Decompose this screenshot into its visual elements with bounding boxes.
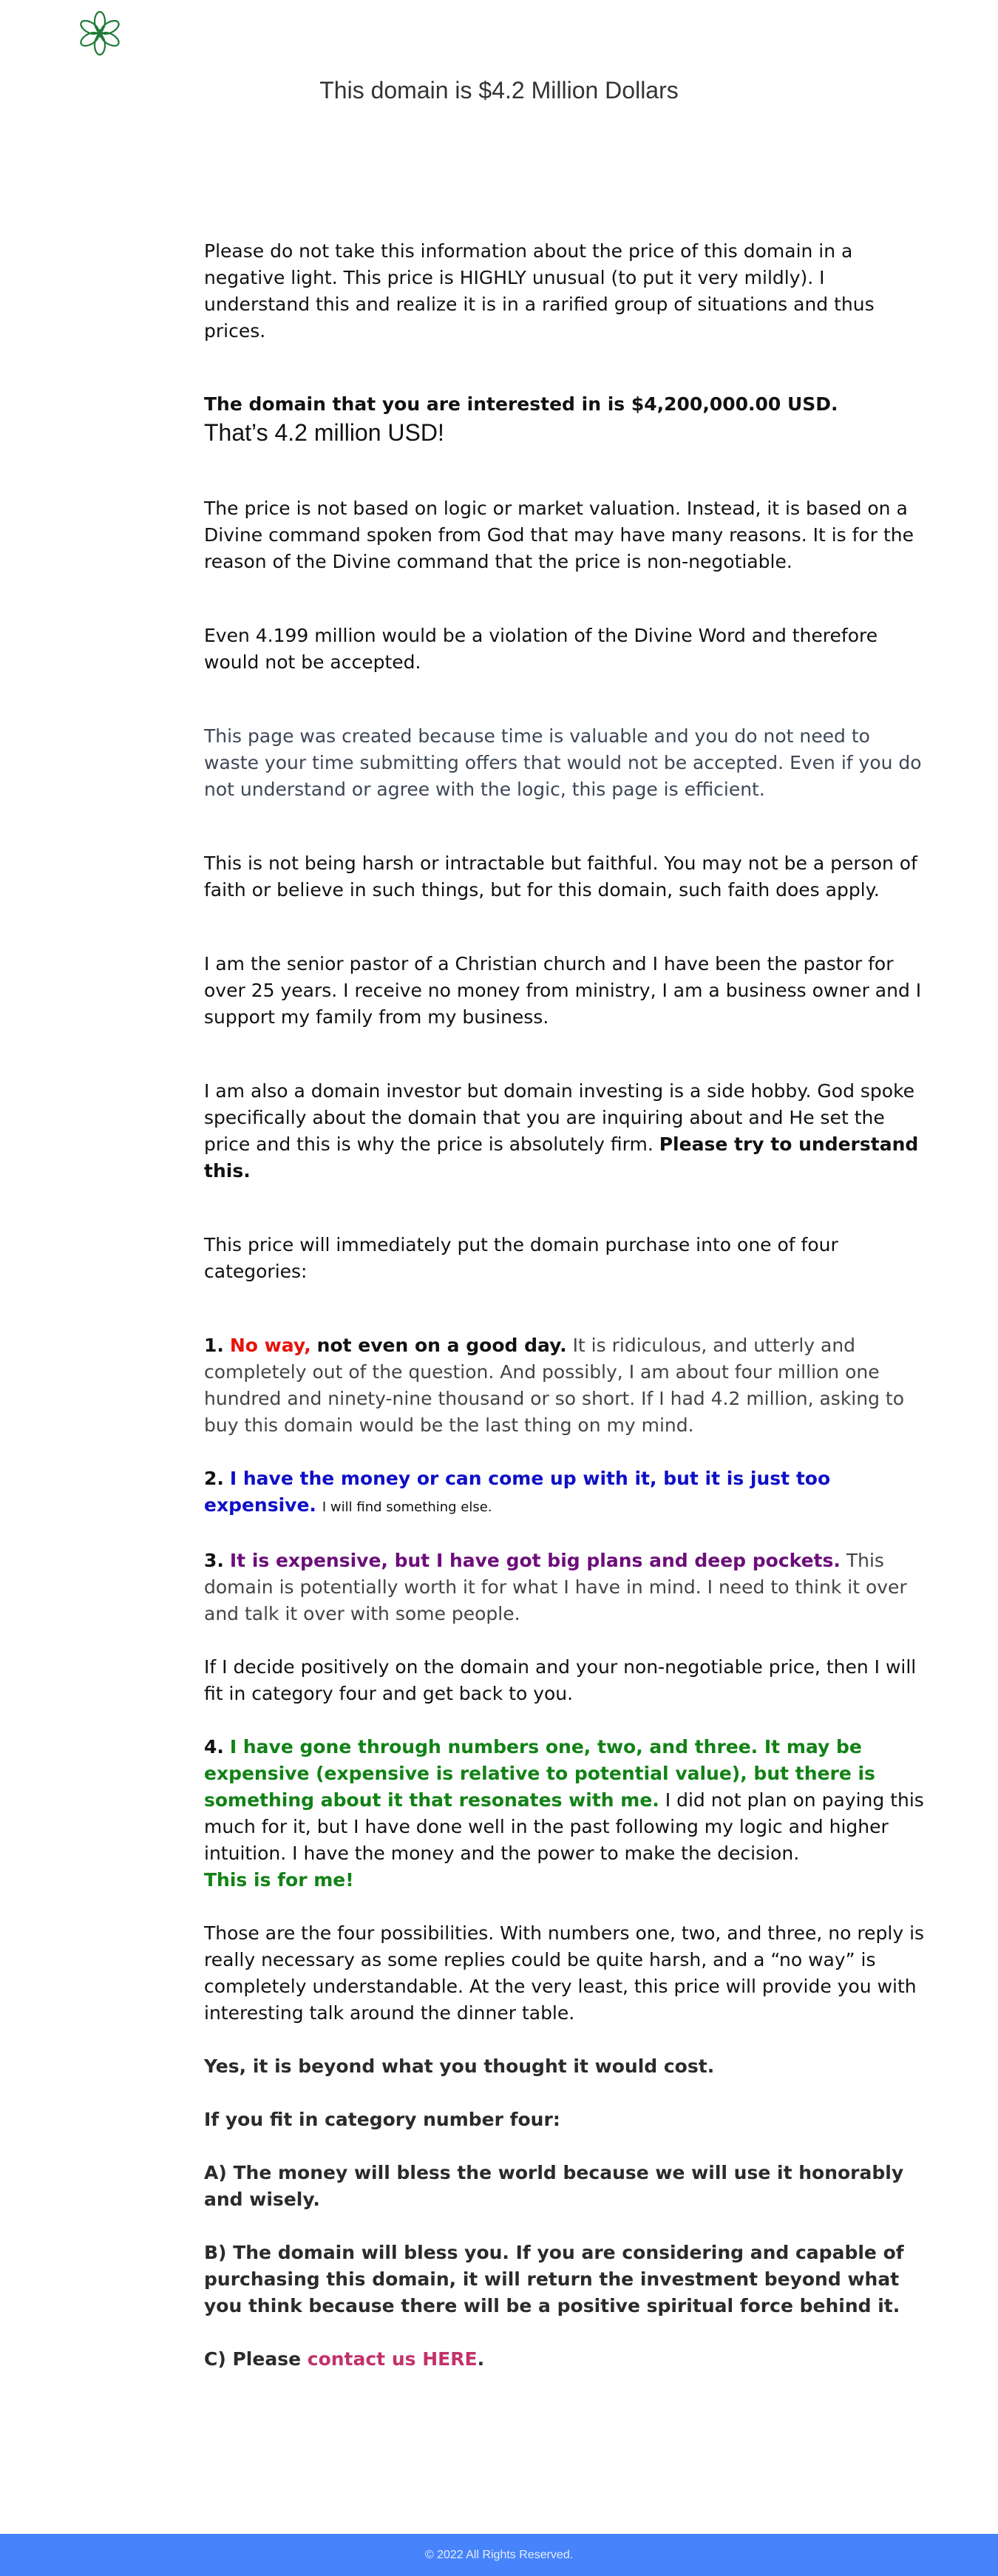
possibilities-paragraph: Those are the four possibilities. With numbers one, two, and three, no reply is really necessary as some replies could be quite harsh, and a “no way” is completely understandable. At the very least, this price will provide you with interesting talk around the dinner table.	[204, 1922, 925, 2024]
category-four-tagline: This is for me!	[204, 1869, 354, 1891]
point-b: B) The domain will bless you. If you are considering and capable of purchasing this domain, it will return the investment beyond what you think because there will be a positive spiritual force behind it.	[204, 2242, 904, 2316]
category-one	[204, 1332, 929, 1439]
category-three	[204, 1548, 929, 1627]
investor-paragraph	[204, 1078, 929, 1184]
category-four-green: I have gone through numbers one, two, and three. It may be expensive (expensive is relative to potential value), but there is something about it that resonates with me.	[204, 1736, 875, 1811]
beyond-cost-line: Yes, it is beyond what you thought it would cost.	[204, 2055, 715, 2077]
category-one-red: No way,	[229, 1335, 311, 1356]
intro-paragraph: Please do not take this information about the price of this domain in a negative light. This price is HIGHLY unusual (to put it very mildly). I understand this and realize it is in a rarified group of situations and thus prices.	[204, 240, 875, 342]
footer-copyright: © 2022 All Rights Reserved.	[424, 2549, 574, 2561]
efficiency-paragraph: This page was created because time is valuable and you do not need to waste your time submitting offers that would not be accepted. Even if you do not understand or agree with the logic, this page is efficient.	[204, 725, 922, 800]
category-one-bold: not even on a good day.	[316, 1335, 567, 1356]
divine-command-paragraph: The price is not based on logic or market valuation. Instead, it is based on a Divine command spoken from God that may have many reasons. It is for the reason of the Divine command that the price is non-negotiable.	[204, 498, 914, 572]
category-four	[204, 1734, 929, 1894]
category-three-text: This domain is potentially worth it for what I have in mind. I need to think it over and talk it over with some people.	[204, 1550, 907, 1624]
category-one-number: 1.	[204, 1335, 224, 1356]
category-two-number: 2.	[204, 1468, 224, 1489]
faith-paragraph: This is not being harsh or intractable but faithful. You may not be a person of faith or believe in such things, but for this domain, such faith does apply.	[204, 853, 917, 901]
decide-paragraph: If I decide positively on the domain and your non-negotiable price, then I will fit in category four and get back to you.	[204, 1656, 917, 1704]
category-two	[204, 1465, 929, 1521]
category-two-small: I will find something else.	[322, 1499, 492, 1515]
category-one-text: It is ridiculous, and utterly and completely out of the question. And possibly, I am about four million one hundred and ninety-nine thousand or so short. If I had 4.2 million, asking to buy this domain would be the last thing on my mind.	[204, 1335, 905, 1436]
categories-intro: This price will immediately put the domain purchase into one of four categories:	[204, 1234, 838, 1282]
violation-paragraph: Even 4.199 million would be a violation of the Divine Word and therefore would not be accepted.	[204, 625, 878, 673]
price-big: That’s 4.2 million USD!	[204, 419, 444, 446]
point-c	[204, 2346, 929, 2373]
main-content	[204, 238, 929, 2373]
footer	[0, 2534, 998, 2576]
investor-bold: Please try to understand this.	[204, 1133, 919, 1182]
contact-link[interactable]: contact us HERE	[307, 2348, 478, 2370]
point-c-prefix: C) Please	[204, 2348, 302, 2370]
category-three-purple: It is expensive, but I have got big plans and deep pockets.	[229, 1550, 841, 1571]
pastor-paragraph: I am the senior pastor of a Christian church and I have been the pastor for over 25 years. I receive no money from ministry, I am a business owner and I support my family from my business.	[204, 953, 922, 1028]
price-bold: The domain that you are interested in is $4,200,000.00 USD.	[204, 393, 838, 415]
page-title: This domain is $4.2 Million Dollars	[319, 77, 679, 104]
point-a: A) The money will bless the world because we will use it honorably and wisely.	[204, 2162, 904, 2210]
flower-logo-icon	[77, 10, 123, 56]
category-two-blue: I have the money or can come up with it, but it is just too expensive.	[204, 1468, 831, 1516]
category-four-number: 4.	[204, 1736, 224, 1758]
category-four-heading: If you fit in category number four:	[204, 2109, 560, 2130]
category-three-number: 3.	[204, 1550, 224, 1571]
point-c-suffix: .	[477, 2348, 485, 2370]
investor-text: I am also a domain investor but domain investing is a side hobby. God spoke specifically about the domain that you are inquiring about and He set the price and this is why the price is absolutely firm.	[204, 1080, 915, 1155]
category-four-text: I did not plan on paying this much for it, but I have done well in the past following my logic and higher intuition. I have the money and the power to make the decision.	[204, 1789, 924, 1864]
price-statement	[204, 391, 929, 448]
